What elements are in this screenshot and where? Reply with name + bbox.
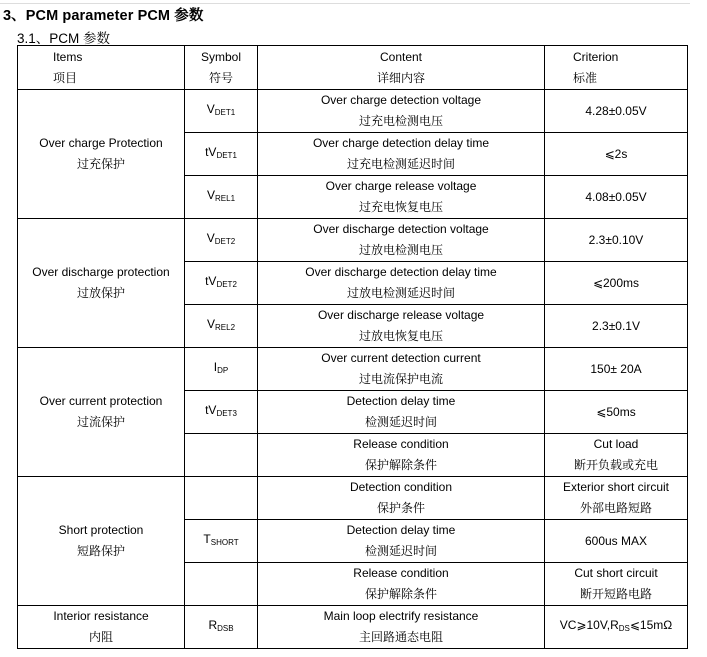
table-row [18,348,688,391]
symbol-cell: $tV_{DET3}$ [185,391,258,434]
item-cell: Over discharge protection 过放保护 [18,219,185,348]
header-items: Items 项目 [18,46,185,90]
criterion-cell: $VC⩾10V,R_{DS}⩽15m\Omega$ [545,606,688,649]
criterion-cell: Cut short circuit 断开短路电路 [545,563,688,606]
table-row [18,477,688,520]
item-cell: Interior resistance 内阻 [18,606,185,649]
symbol-cell: $V_{REL2}$ [185,305,258,348]
criterion-cell: 4.08±0.05V [545,176,688,219]
subsection-title: 3.1、PCM 参数 [17,31,111,46]
symbol-cell: $V_{REL1}$ [185,176,258,219]
header-criterion: Criterion 标准 [545,46,688,90]
header-content: Content 详细内容 [258,46,545,90]
content-cell: Main loop electrify resistance 主回路通态电阻 [258,606,545,649]
symbol-cell [185,434,258,477]
criterion-cell: 150± 20A [545,348,688,391]
content-cell: Over discharge detection delay time 过放电检测延迟时间 [258,262,545,305]
content-cell: Detection delay time 检测延迟时间 [258,520,545,563]
symbol-cell: $R_{DSB}$ [185,606,258,649]
content-cell: Over charge detection delay time 过充电检测延迟时间 [258,133,545,176]
symbol-cell: $V_{DET2}$ [185,219,258,262]
content-cell: Over current detection current 过电流保护电流 [258,348,545,391]
criterion-cell: 600us MAX [545,520,688,563]
symbol-cell: $tV_{DET1}$ [185,133,258,176]
item-cell: Short protection 短路保护 [18,477,185,606]
symbol-cell: $V_{DET1}$ [185,90,258,133]
criterion-cell: ⩽2s [545,133,688,176]
section-title: 3、PCM parameter PCM 参数 [3,8,204,24]
criterion-cell: ⩽200ms [545,262,688,305]
content-cell: Over charge detection voltage 过充电检测电压 [258,90,545,133]
criterion-cell: 2.3±0.10V [545,219,688,262]
criterion-cell: Exterior short circuit 外部电路短路 [545,477,688,520]
criterion-cell: ⩽50ms [545,391,688,434]
content-cell: Detection delay time 检测延迟时间 [258,391,545,434]
pcm-parameter-table [17,45,688,649]
content-cell: Over charge release voltage 过充电恢复电压 [258,176,545,219]
table-row [18,606,688,649]
table-row [18,90,688,133]
symbol-cell: $T_{SHORT}$ [185,520,258,563]
criterion-cell: Cut load 断开负载或充电 [545,434,688,477]
item-cell: Over charge Protection 过充保护 [18,90,185,219]
symbol-cell: $tV_{DET2}$ [185,262,258,305]
content-cell: Over discharge detection voltage 过放电检测电压 [258,219,545,262]
criterion-cell: 4.28±0.05V [545,90,688,133]
item-cell: Over current protection 过流保护 [18,348,185,477]
symbol-cell [185,477,258,520]
symbol-cell [185,563,258,606]
content-cell: Release condition 保护解除条件 [258,434,545,477]
content-cell: Detection condition 保护条件 [258,477,545,520]
content-cell: Release condition 保护解除条件 [258,563,545,606]
symbol-cell: $I_{DP}$ [185,348,258,391]
content-cell: Over discharge release voltage 过放电恢复电压 [258,305,545,348]
table-row [18,219,688,262]
header-row [18,46,688,90]
header-symbol: Symbol 符号 [185,46,258,90]
criterion-cell: 2.3±0.1V [545,305,688,348]
